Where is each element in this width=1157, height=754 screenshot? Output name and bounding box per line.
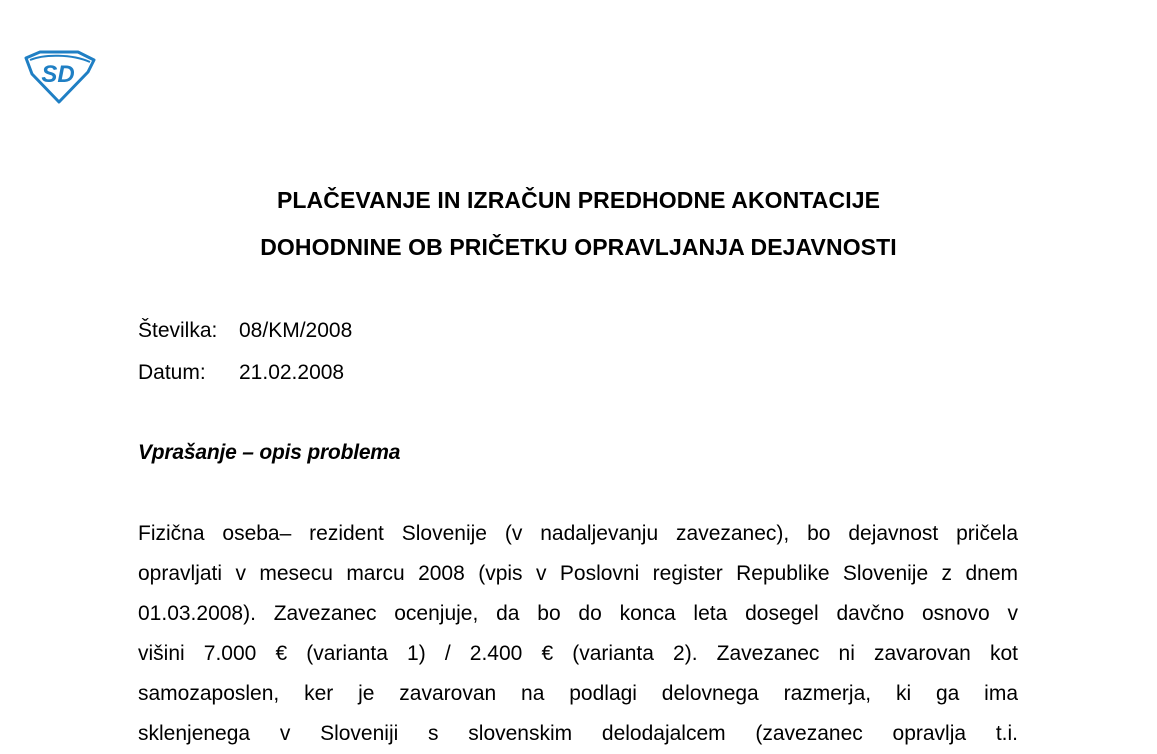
section-heading-question: Vprašanje – opis problema bbox=[138, 441, 401, 464]
logo-letters: SD bbox=[41, 61, 75, 88]
document-number-label: Številka: bbox=[138, 319, 218, 342]
body-line: višini 7.000 € (varianta 1) / 2.400 € (varianta 2). Zavezanec ni zavarovan kot bbox=[138, 642, 1018, 665]
document-number-value: 08/KM/2008 bbox=[239, 319, 353, 342]
body-paragraph bbox=[138, 514, 1018, 754]
document-number-row bbox=[138, 320, 352, 341]
document-date-row bbox=[138, 362, 344, 383]
body-line: 01.03.2008). Zavezanec ocenjuje, da bo do konca leta dosegel davčno osnovo v bbox=[138, 602, 1018, 625]
document-title-line-2: DOHODNINE OB PRIČETKU OPRAVLJANJA DEJAVNOSTI bbox=[260, 234, 897, 260]
body-line: sklenjenega v Sloveniji s slovenskim delodajalcem (zavezanec opravlja t.i. bbox=[138, 722, 1018, 745]
document-title-line-1: PLAČEVANJE IN IZRAČUN PREDHODNE AKONTACIJE bbox=[276, 187, 881, 213]
document-date-label: Datum: bbox=[138, 361, 206, 384]
body-line: Fizična oseba– rezident Slovenije (v nadaljevanju zavezanec), bo dejavnost pričela bbox=[138, 522, 1018, 545]
body-line: opravljati v mesecu marcu 2008 (vpis v Poslovni register Republike Slovenije z dnem bbox=[138, 562, 1018, 585]
body-line: samozaposlen, ker je zavarovan na podlagi delovnega razmerja, ki ga ima bbox=[138, 682, 1018, 705]
document-date-value: 21.02.2008 bbox=[239, 361, 345, 384]
company-logo bbox=[22, 50, 96, 104]
